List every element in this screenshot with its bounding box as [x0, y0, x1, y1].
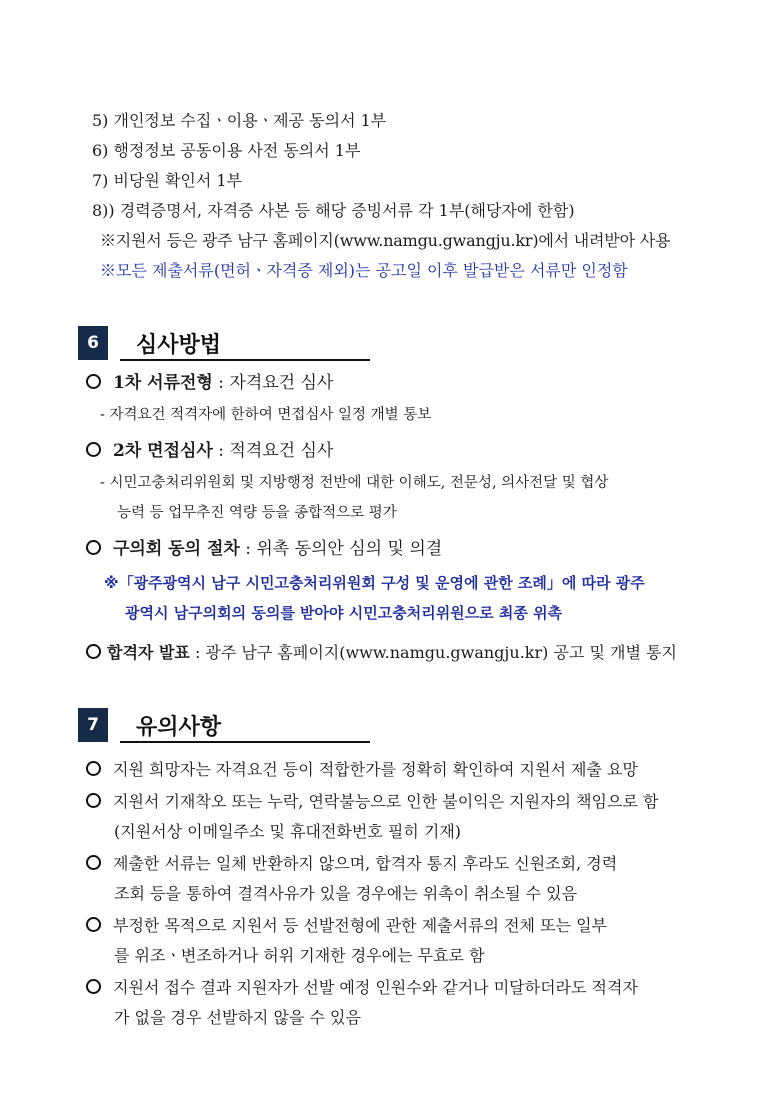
ordinance-note-1: ※「광주광역시 남구 시민고충처리위원회 구성 및 운영에 관한 조례」에 따라 광주 [104, 574, 645, 592]
document-item-7: 7) 비당원 확인서 1부 [92, 171, 243, 190]
circle-bullet-icon [86, 979, 101, 994]
notice-item-3 [86, 854, 617, 874]
exam-step-1-desc: : 자격요건 심사 [212, 373, 334, 393]
exam-step-1-detail: - 자격요건 적격자에 한하여 면접심사 일정 개별 통보 [100, 407, 432, 423]
notice-item-2-cont: (지원서상 이메일주소 및 휴대전화번호 필히 기재) [114, 822, 462, 841]
notice-item-2 [86, 792, 658, 812]
certification-note: ※모든 제출서류(면허ㆍ자격증 제외)는 공고일 이후 발급받은 서류만 인정함 [100, 261, 628, 280]
document-item-5: 5) 개인정보 수집ㆍ이용ㆍ제공 동의서 1부 [92, 111, 387, 130]
notice-item-2-text: 지원서 기재착오 또는 누락, 연락불능으로 인한 불이익은 지원자의 책임으로 함 [113, 792, 659, 811]
circle-bullet-icon [86, 442, 101, 457]
section-7-title: 유의사항 [136, 715, 222, 740]
notice-item-5 [86, 978, 638, 998]
notice-item-5-text: 지원서 접수 결과 지원자가 선발 예정 인원수와 같거나 미달하더라도 적격자 [113, 978, 638, 997]
exam-step-2-desc: : 적격요건 심사 [212, 441, 334, 461]
exam-step-1 [86, 373, 333, 393]
circle-bullet-icon [86, 793, 101, 808]
exam-step-1-title: 1차 서류전형 [113, 373, 213, 393]
notice-item-3-cont: 조회 등을 통하여 결격사유가 있을 경우에는 위촉이 취소될 수 있음 [114, 884, 578, 903]
ordinance-note-2: 광역시 남구의회의 동의를 받아야 시민고충처리위원으로 최종 위촉 [125, 604, 563, 622]
exam-step-3-title: 구의회 동의 절차 [113, 539, 240, 559]
notice-item-4 [86, 916, 607, 936]
exam-step-4 [86, 643, 677, 663]
circle-bullet-icon [86, 917, 101, 932]
exam-step-4-desc: : 광주 남구 홈페이지(www.namgu.gwangju.kr) 공고 및 개별 통지 [189, 643, 677, 662]
section-6-badge: 6 [78, 326, 108, 360]
section-6-underline [120, 359, 370, 361]
circle-bullet-icon [86, 374, 101, 389]
exam-step-2-detail-2: 능력 등 업무추진 역량 등을 종합적으로 평가 [117, 505, 397, 521]
exam-step-4-title: 합격자 발표 [107, 643, 190, 662]
document-item-6: 6) 행정정보 공동이용 사전 동의서 1부 [92, 141, 361, 160]
circle-bullet-icon [86, 540, 101, 555]
section-7-badge: 7 [78, 708, 108, 742]
notice-item-1-text: 지원 희망자는 자격요건 등이 적합한가를 정확히 확인하여 지원서 제출 요망 [113, 760, 638, 779]
document-item-8: 8)) 경력증명서, 자격증 사본 등 해당 증빙서류 각 1부(해당자에 한함) [92, 201, 575, 220]
notice-item-4-text: 부정한 목적으로 지원서 등 선발전형에 관한 제출서류의 전체 또는 일부 [113, 916, 607, 935]
exam-step-2-title: 2차 면접심사 [113, 441, 213, 461]
section-7-underline [120, 741, 370, 743]
notice-item-5-cont: 가 없을 경우 선발하지 않을 수 있음 [114, 1008, 361, 1027]
exam-step-3 [86, 539, 442, 559]
download-note: ※지원서 등은 광주 남구 홈페이지(www.namgu.gwangju.kr)에서 내려받아 사용 [100, 231, 671, 250]
notice-item-4-cont: 를 위조ㆍ변조하거나 허위 기재한 경우에는 무효로 함 [114, 946, 485, 965]
exam-step-2-detail-1: - 시민고충처리위원회 및 지방행정 전반에 대한 이해도, 전문성, 의사전달 및 협상 [100, 475, 609, 491]
notice-item-1 [86, 760, 638, 780]
circle-bullet-icon [86, 855, 101, 870]
section-6-title: 심사방법 [136, 333, 222, 358]
notice-item-3-text: 제출한 서류는 일체 반환하지 않으며, 합격자 통지 후라도 신원조회, 경력 [113, 854, 618, 873]
exam-step-2 [86, 441, 333, 461]
exam-step-3-desc: : 위촉 동의안 심의 및 의결 [239, 539, 443, 559]
circle-bullet-icon [86, 644, 101, 659]
circle-bullet-icon [86, 761, 101, 776]
